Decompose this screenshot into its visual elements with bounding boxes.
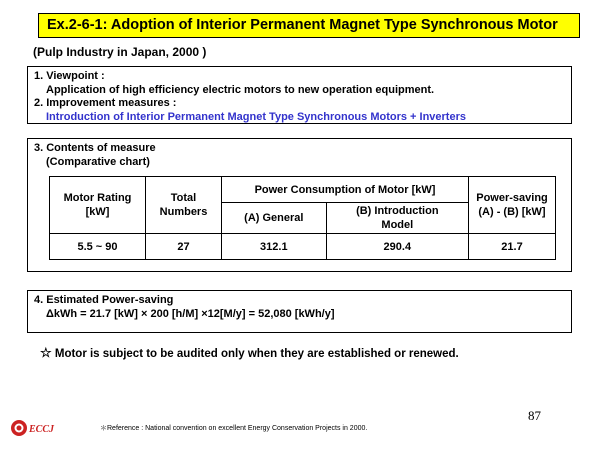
header-introduction-model: (B) Introduction Model xyxy=(326,203,468,234)
improvement-text: Introduction of Interior Permanent Magnet Type Synchronous Motors + Inverters xyxy=(46,110,466,123)
audit-note-text: Motor is subject to be audited only when they are established or renewed. xyxy=(54,348,459,360)
contents-box xyxy=(27,138,572,272)
viewpoint-text: Application of high efficiency electric motors to new operation equipment. xyxy=(46,83,435,96)
estimated-saving-box xyxy=(27,290,572,333)
eccj-logo xyxy=(10,418,70,438)
contents-subheading: (Comparative chart) xyxy=(46,155,150,168)
comparison-table xyxy=(49,176,556,260)
cell-total: 27 xyxy=(146,234,222,260)
contents-heading: 3. Contents of measure xyxy=(34,142,156,154)
audit-note xyxy=(40,345,459,361)
header-power-saving: Power-saving (A) - (B) [kW] xyxy=(469,177,556,234)
viewpoint-heading: 1. Viewpoint : xyxy=(34,70,105,82)
improvement-heading: 2. Improvement measures : xyxy=(34,97,177,109)
cell-saving: 21.7 xyxy=(469,234,556,260)
estimated-heading: 4. Estimated Power-saving xyxy=(34,294,174,306)
header-power-consumption: Power Consumption of Motor [kW] xyxy=(222,177,469,203)
subtitle: (Pulp Industry in Japan, 2000 ) xyxy=(33,45,207,59)
estimated-formula: ΔkWh = 21.7 [kW] × 200 [h/M] ×12[M/y] = 52,080 [kWh/y] xyxy=(46,307,335,320)
cell-introduction: 290.4 xyxy=(326,234,468,260)
star-icon: ☆ xyxy=(40,345,52,360)
reference-note: ＊Reference : National convention on excellent Energy Conservation Projects in 2000. xyxy=(100,425,368,432)
header-motor-rating: Motor Rating [kW] xyxy=(50,177,146,234)
cell-general: 312.1 xyxy=(222,234,327,260)
header-general: (A) General xyxy=(222,203,327,234)
viewpoint-box xyxy=(27,66,572,124)
page-number: 87 xyxy=(528,408,541,423)
logo-text: ECCJ xyxy=(29,424,55,435)
header-total-numbers: Total Numbers xyxy=(146,177,222,234)
page-title: Ex.2-6-1: Adoption of Interior Permanent Magnet Type Synchronous Motor xyxy=(38,13,580,38)
cell-rating: 5.5 ~ 90 xyxy=(50,234,146,260)
